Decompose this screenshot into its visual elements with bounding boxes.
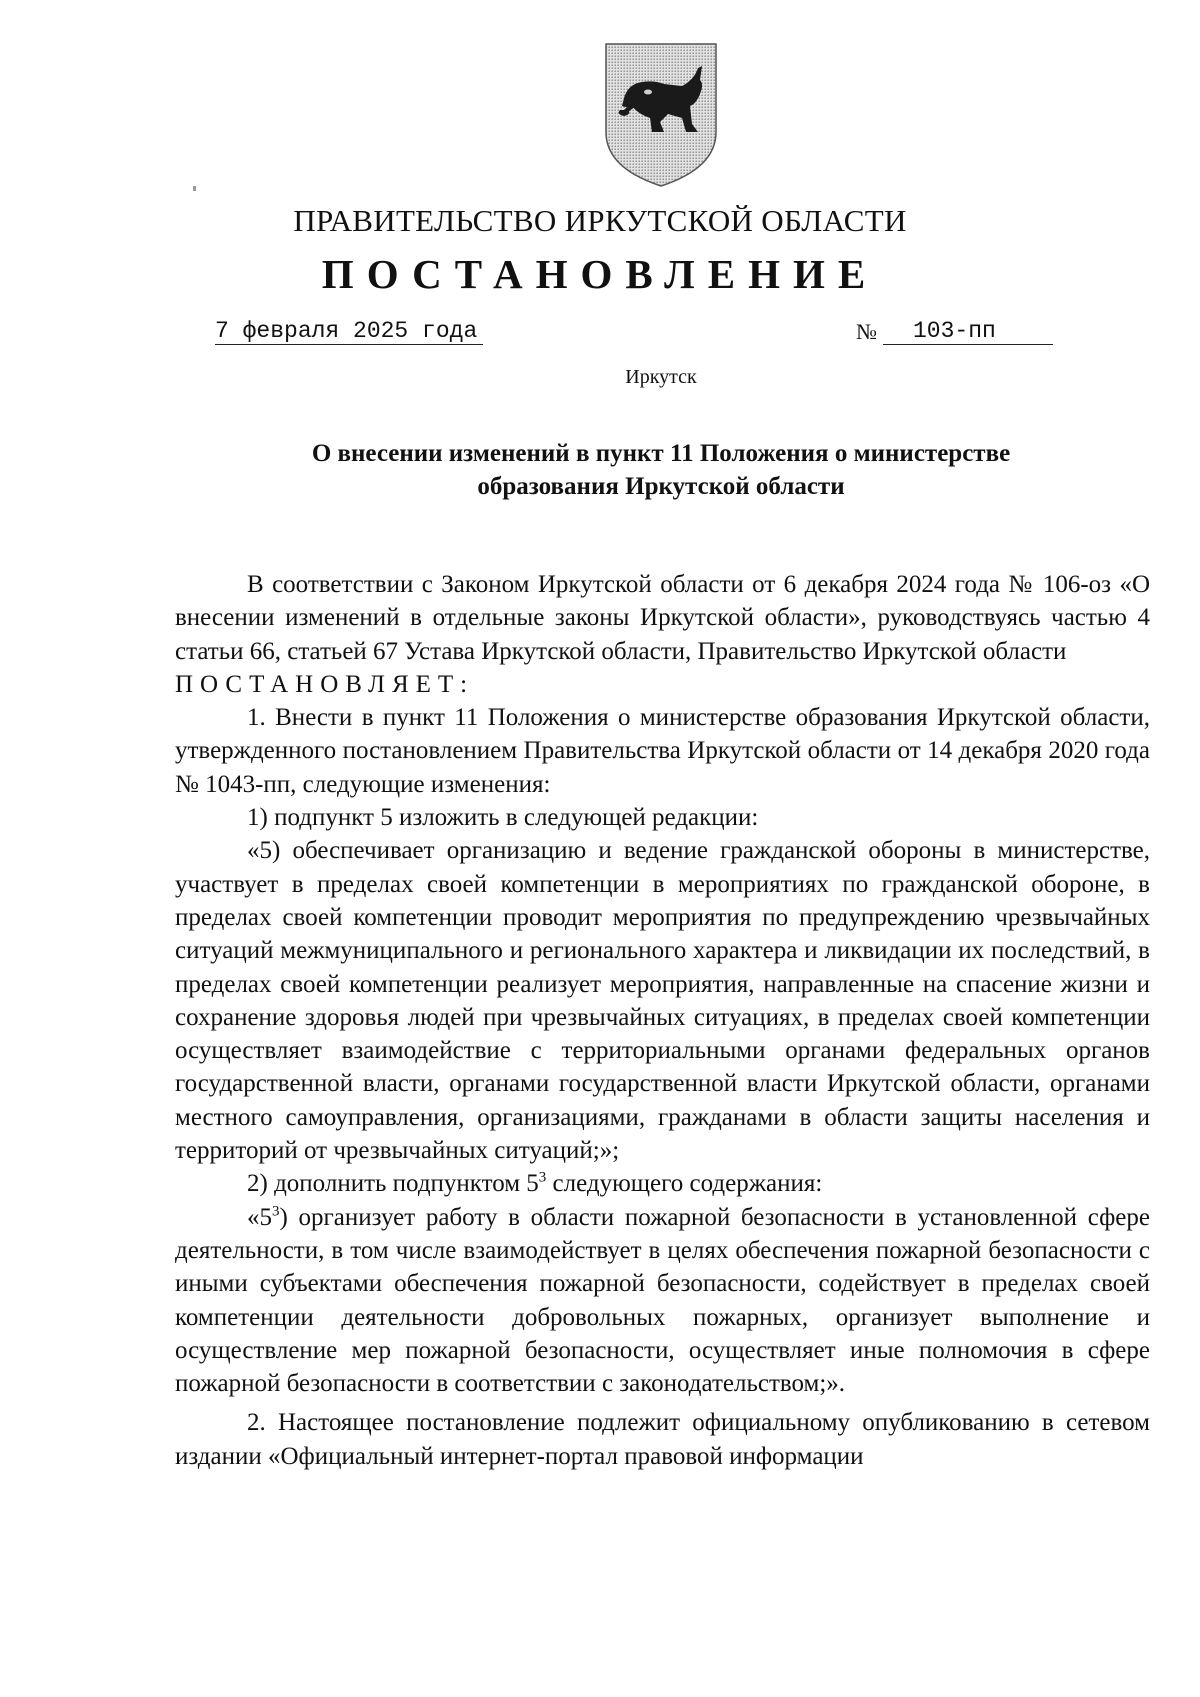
city: Иркутск <box>625 366 697 388</box>
number-sign: № <box>856 319 877 344</box>
subitem-2-body-superscript: 3 <box>272 1203 280 1220</box>
subitem-2-text-a: 2) дополнить подпунктом 5 <box>247 1170 539 1198</box>
document-title <box>230 437 1092 503</box>
subitem-2-body-b: ) организует работу в области пожарной безопасности в установленной сфере деятельности, в том числе взаимодействует в целях обеспечения пожарной безопасности с иными субъектами обеспечения пожарной безопасности, содействует в пределах своей компетенции деятельности добровольных пожарных, организует выполнение и осуществление мер пожарной безопасности, осуществляет иные полномочия в сфере пожарной безопасности в соответствии с законодательством;». <box>175 1203 1150 1398</box>
preamble-paragraph: В соответствии с Законом Иркутской области от 6 декабря 2024 года № 106-оз «О внесении изменений в отдельные законы Иркутской области», руководствуясь частью 4 статьи 66, статьей 67 Устава Иркутской области, Правительство Иркутской области <box>175 571 1150 665</box>
document-type: ПОСТАНОВЛЕНИЕ <box>321 251 879 297</box>
subitem-2-body-a: «5 <box>247 1203 272 1231</box>
number-value: 103-пп <box>883 318 1053 345</box>
subitem-2-superscript: 3 <box>538 1170 547 1187</box>
subitem-1-paragraph: 1) подпункт 5 изложить в следующей редакции: <box>247 804 759 832</box>
document-number <box>856 318 1053 345</box>
subitem-2-text-b: следующего содержания: <box>546 1170 823 1198</box>
scan-artifact <box>193 186 196 191</box>
coat-of-arms-icon <box>602 40 720 190</box>
organization-name: ПРАВИТЕЛЬСТВО ИРКУТСКОЙ ОБЛАСТИ <box>293 203 907 238</box>
subitem-1-text: «5) обеспечивает организацию и ведение гражданской обороны в министерстве, участвует в пределах своей компетенции в мероприятиях по гражданской обороне, в пределах своей компетенции проводит мероприятия по предупреждению чрезвычайных ситуаций межмуниципального и регионального характера и ликвидации их последствий, в пределах своей компетенции реализует мероприятия, направленные на спасение жизни и сохранение здоровья людей при чрезвычайных ситуациях, в пределах своей компетенции осуществляет взаимодействие с территориальными органами федеральных органов государственной власти, органами государственной власти Иркутской области, органами местного самоуправления, организациями, гражданами в области защиты населения и территорий от чрезвычайных ситуаций;»; <box>175 837 1150 1165</box>
document-date: 7 февраля 2025 года <box>215 318 483 345</box>
subitem-2-paragraph <box>175 1167 1150 1200</box>
item-1-paragraph: 1. Внести в пункт 11 Положения о министерстве образования Иркутской области, утвержденного постановлением Правительства Иркутской области от 14 декабря 2020 года № 1043-пп, следующие изменения: <box>175 704 1150 798</box>
item-2-paragraph: 2. Настоящее постановление подлежит официальному опубликованию в сетевом издании «Официальный интернет-портал правовой информации <box>175 1409 1150 1470</box>
document-body <box>175 568 1150 1473</box>
title-line-2: образования Иркутской области <box>477 473 845 500</box>
resolves-heading: ПОСТАНОВЛЯЕТ: <box>175 670 475 698</box>
title-line-1: О внесении изменений в пункт 11 Положения о министерстве <box>311 440 1011 467</box>
subitem-2-text <box>175 1201 1150 1401</box>
